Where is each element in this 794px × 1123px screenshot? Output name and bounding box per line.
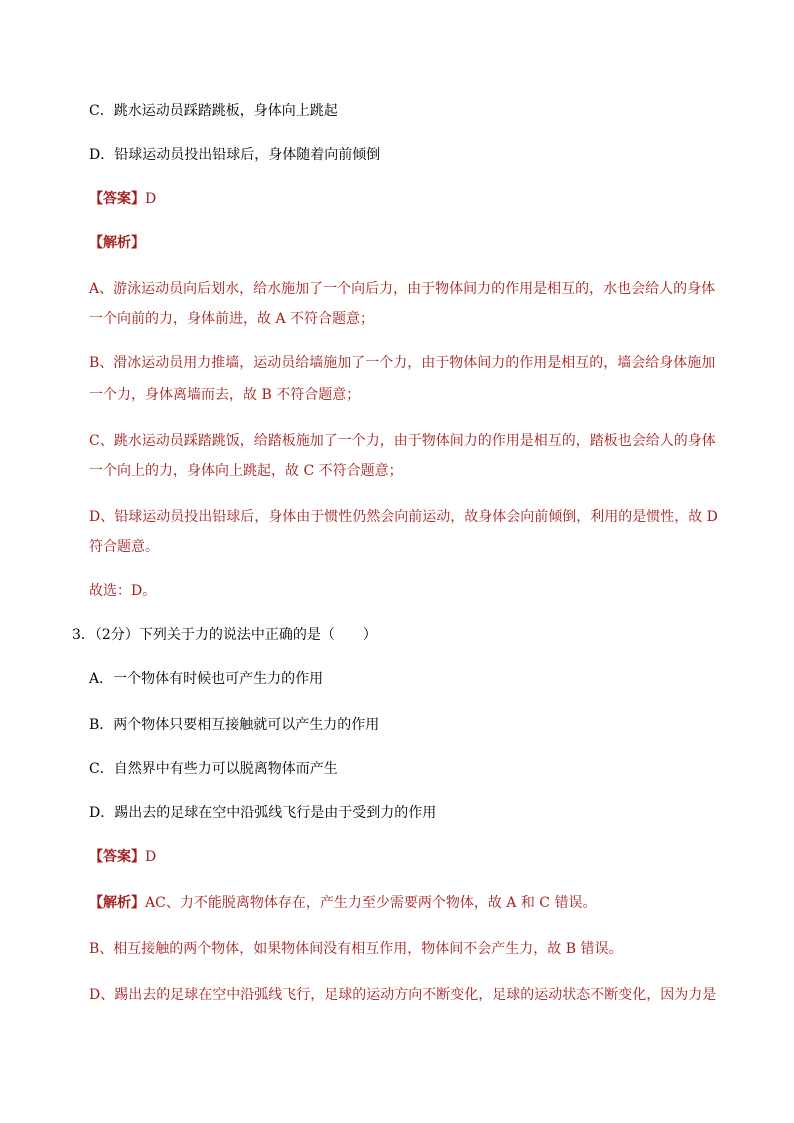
answer-label: 【答案】 bbox=[89, 191, 145, 207]
q3-answer bbox=[89, 848, 156, 866]
analysis-label: 【解析】 bbox=[89, 895, 145, 911]
q2-option-c: C．跳水运动员踩踏跳板，身体向上跳起 bbox=[89, 103, 338, 119]
q2-analysis-label bbox=[89, 234, 145, 252]
q3-analysis-b: B、相互接触的两个物体，如果物体间没有相互作用，物体间不会产生力，故 B 错误。 bbox=[89, 941, 623, 957]
answer-label: 【答案】 bbox=[89, 849, 145, 865]
q2-analysis-a-line2: 一个向前的力，身体前进，故 A 不符合题意； bbox=[89, 311, 375, 327]
q3-option-d: D．踢出去的足球在空中沿弧线飞行是由于受到力的作用 bbox=[89, 805, 437, 821]
q2-analysis-b-line2: 一个力，身体离墙而去，故 B 不符合题意； bbox=[89, 387, 361, 403]
q3-option-c: C．自然界中有些力可以脱离物体而产生 bbox=[89, 761, 338, 777]
q2-answer bbox=[89, 190, 156, 208]
q3-option-a: A．一个物体有时候也可产生力的作用 bbox=[89, 671, 324, 687]
q2-option-d: D．铅球运动员投出铅球后，身体随着向前倾倒 bbox=[89, 147, 381, 163]
q2-analysis-a-line1: A、游泳运动员向后划水，给水施加了一个向后力，由于物体间力的作用是相互的，水也会给人的身体 bbox=[89, 281, 716, 297]
answer-value: D bbox=[145, 849, 157, 865]
answer-value: D bbox=[145, 191, 157, 207]
q2-analysis-c-line2: 一个向上的力，身体向上跳起，故 C 不符合题意； bbox=[89, 463, 403, 479]
analysis-ac-text: AC、力不能脱离物体存在，产生力至少需要两个物体，故 A 和 C 错误。 bbox=[145, 895, 597, 911]
q3-analysis-d-line1: D、踢出去的足球在空中沿弧线飞行，足球的运动方向不断变化，足球的运动状态不断变化，因为力是 bbox=[89, 987, 717, 1003]
q2-analysis-d-line1: D、铅球运动员投出铅球后，身体由于惯性仍然会向前运动，故身体会向前倾倒，利用的是惯性，故 D bbox=[89, 509, 718, 525]
q2-conclusion: 故选：D。 bbox=[89, 583, 157, 599]
q3-option-b: B．两个物体只要相互接触就可以产生力的作用 bbox=[89, 717, 380, 733]
analysis-label: 【解析】 bbox=[89, 235, 145, 251]
q2-analysis-d-line2: 符合题意。 bbox=[89, 539, 159, 555]
q2-analysis-b-line1: B、滑冰运动员用力推墙，运动员给墙施加了一个力，由于物体间力的作用是相互的，墙会给身体施加 bbox=[89, 355, 716, 371]
q3-stem: 3．（2分）下列关于力的说法中正确的是（ ） bbox=[72, 627, 377, 643]
q2-analysis-c-line1: C、跳水运动员踩踏跳饭，给踏板施加了一个力，由于物体间力的作用是相互的，踏板也会给人的身体 bbox=[89, 433, 716, 449]
q3-analysis-ac bbox=[89, 894, 596, 912]
